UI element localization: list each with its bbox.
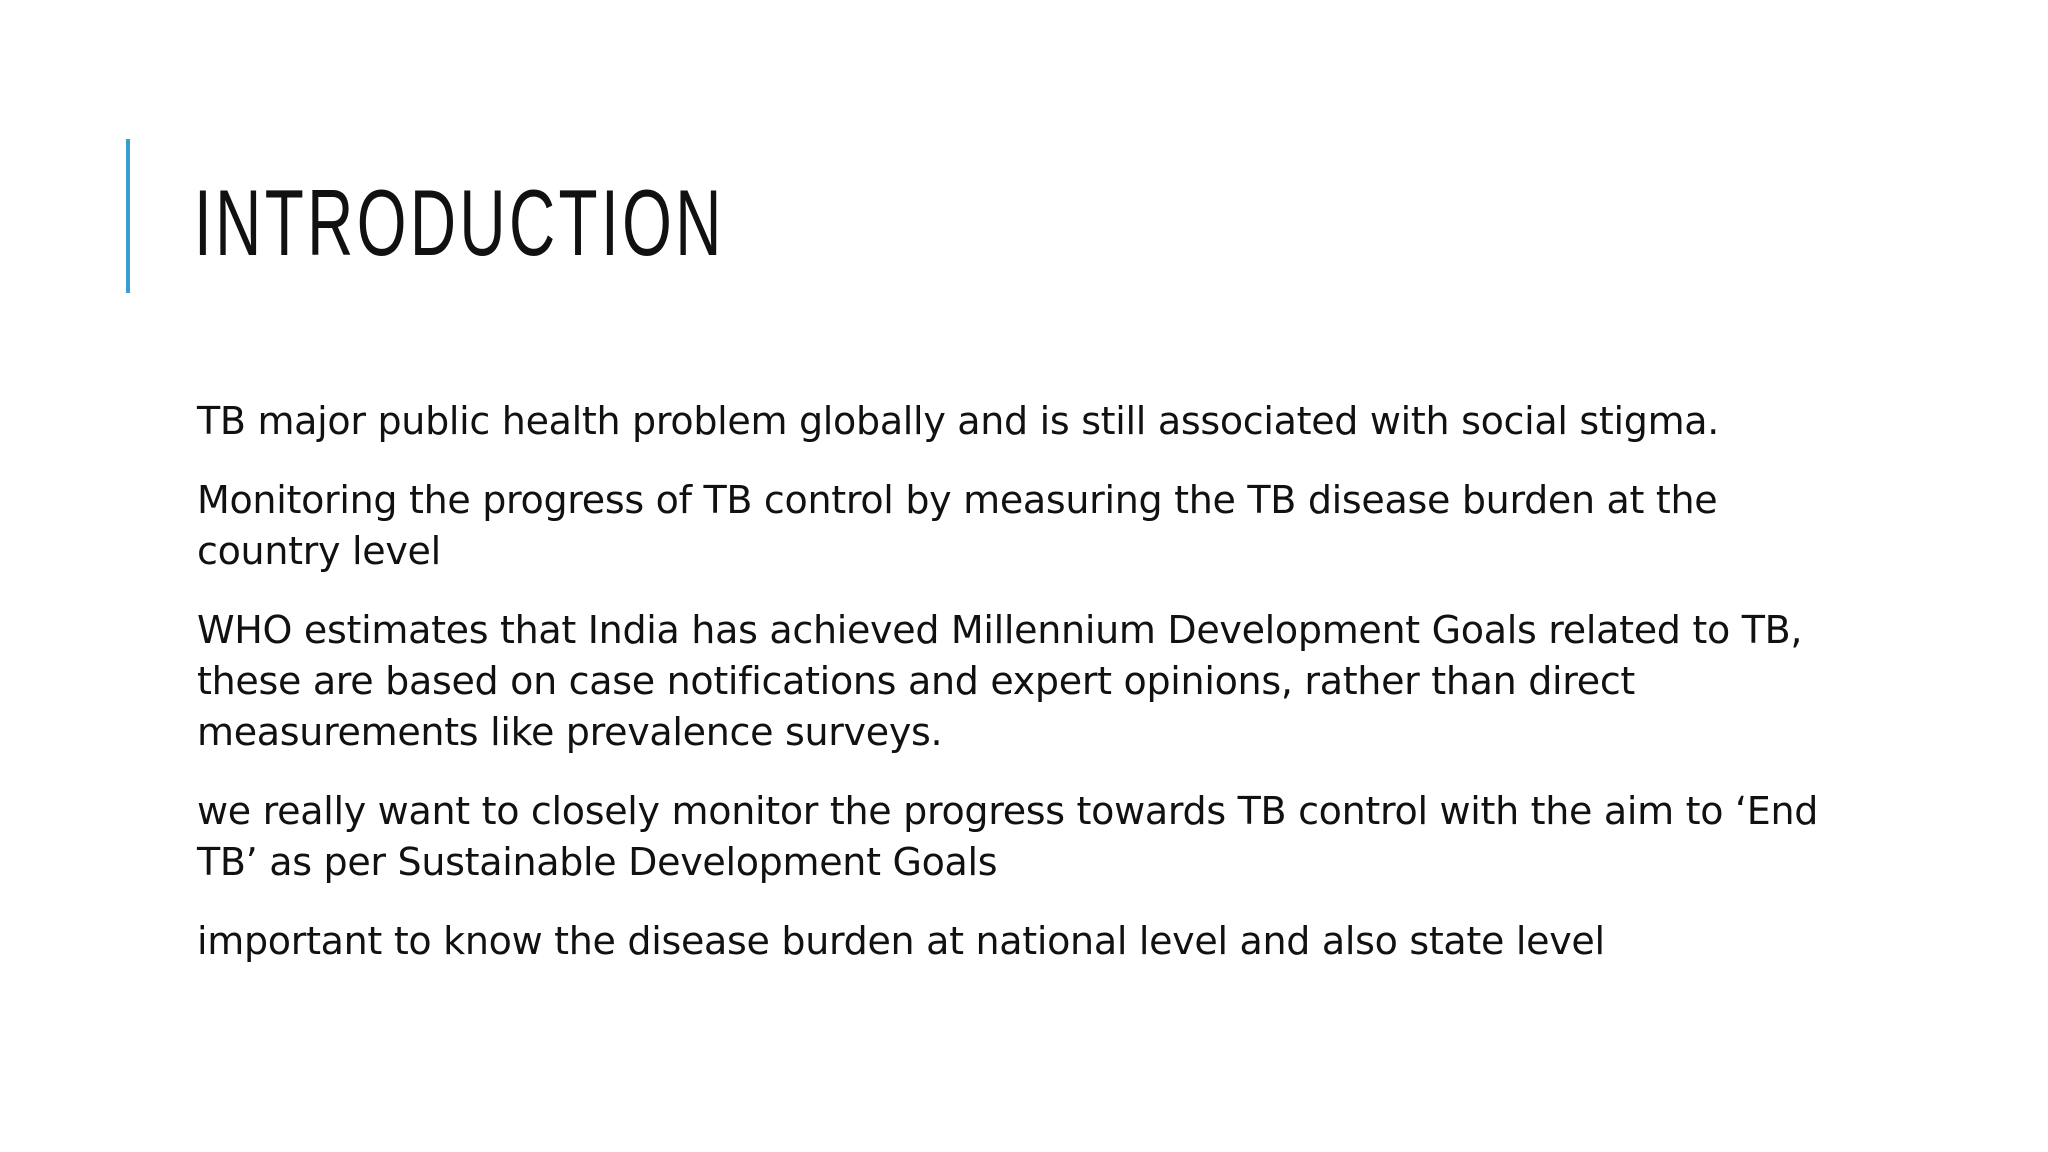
slide-title: INTRODUCTION [194, 170, 725, 275]
bullet-item: important to know the disease burden at national level and also state level [197, 919, 1605, 963]
bullet-list [197, 396, 1837, 995]
bullet-item: we really want to closely monitor the progress towards TB control with the aim to ‘End TB’ as per Sustainable Development Goals [197, 789, 1819, 884]
bullet-item: TB major public health problem globally and is still associated with social stigma. [197, 399, 1720, 443]
bullet-item: WHO estimates that India has achieved Millennium Development Goals related to TB, these are based on case notifications and expert opinions, rather than direct measurements like prevalence surveys. [197, 608, 1803, 754]
bullet-item: Monitoring the progress of TB control by measuring the TB disease burden at the country level [197, 478, 1718, 573]
title-accent-bar [126, 139, 130, 293]
